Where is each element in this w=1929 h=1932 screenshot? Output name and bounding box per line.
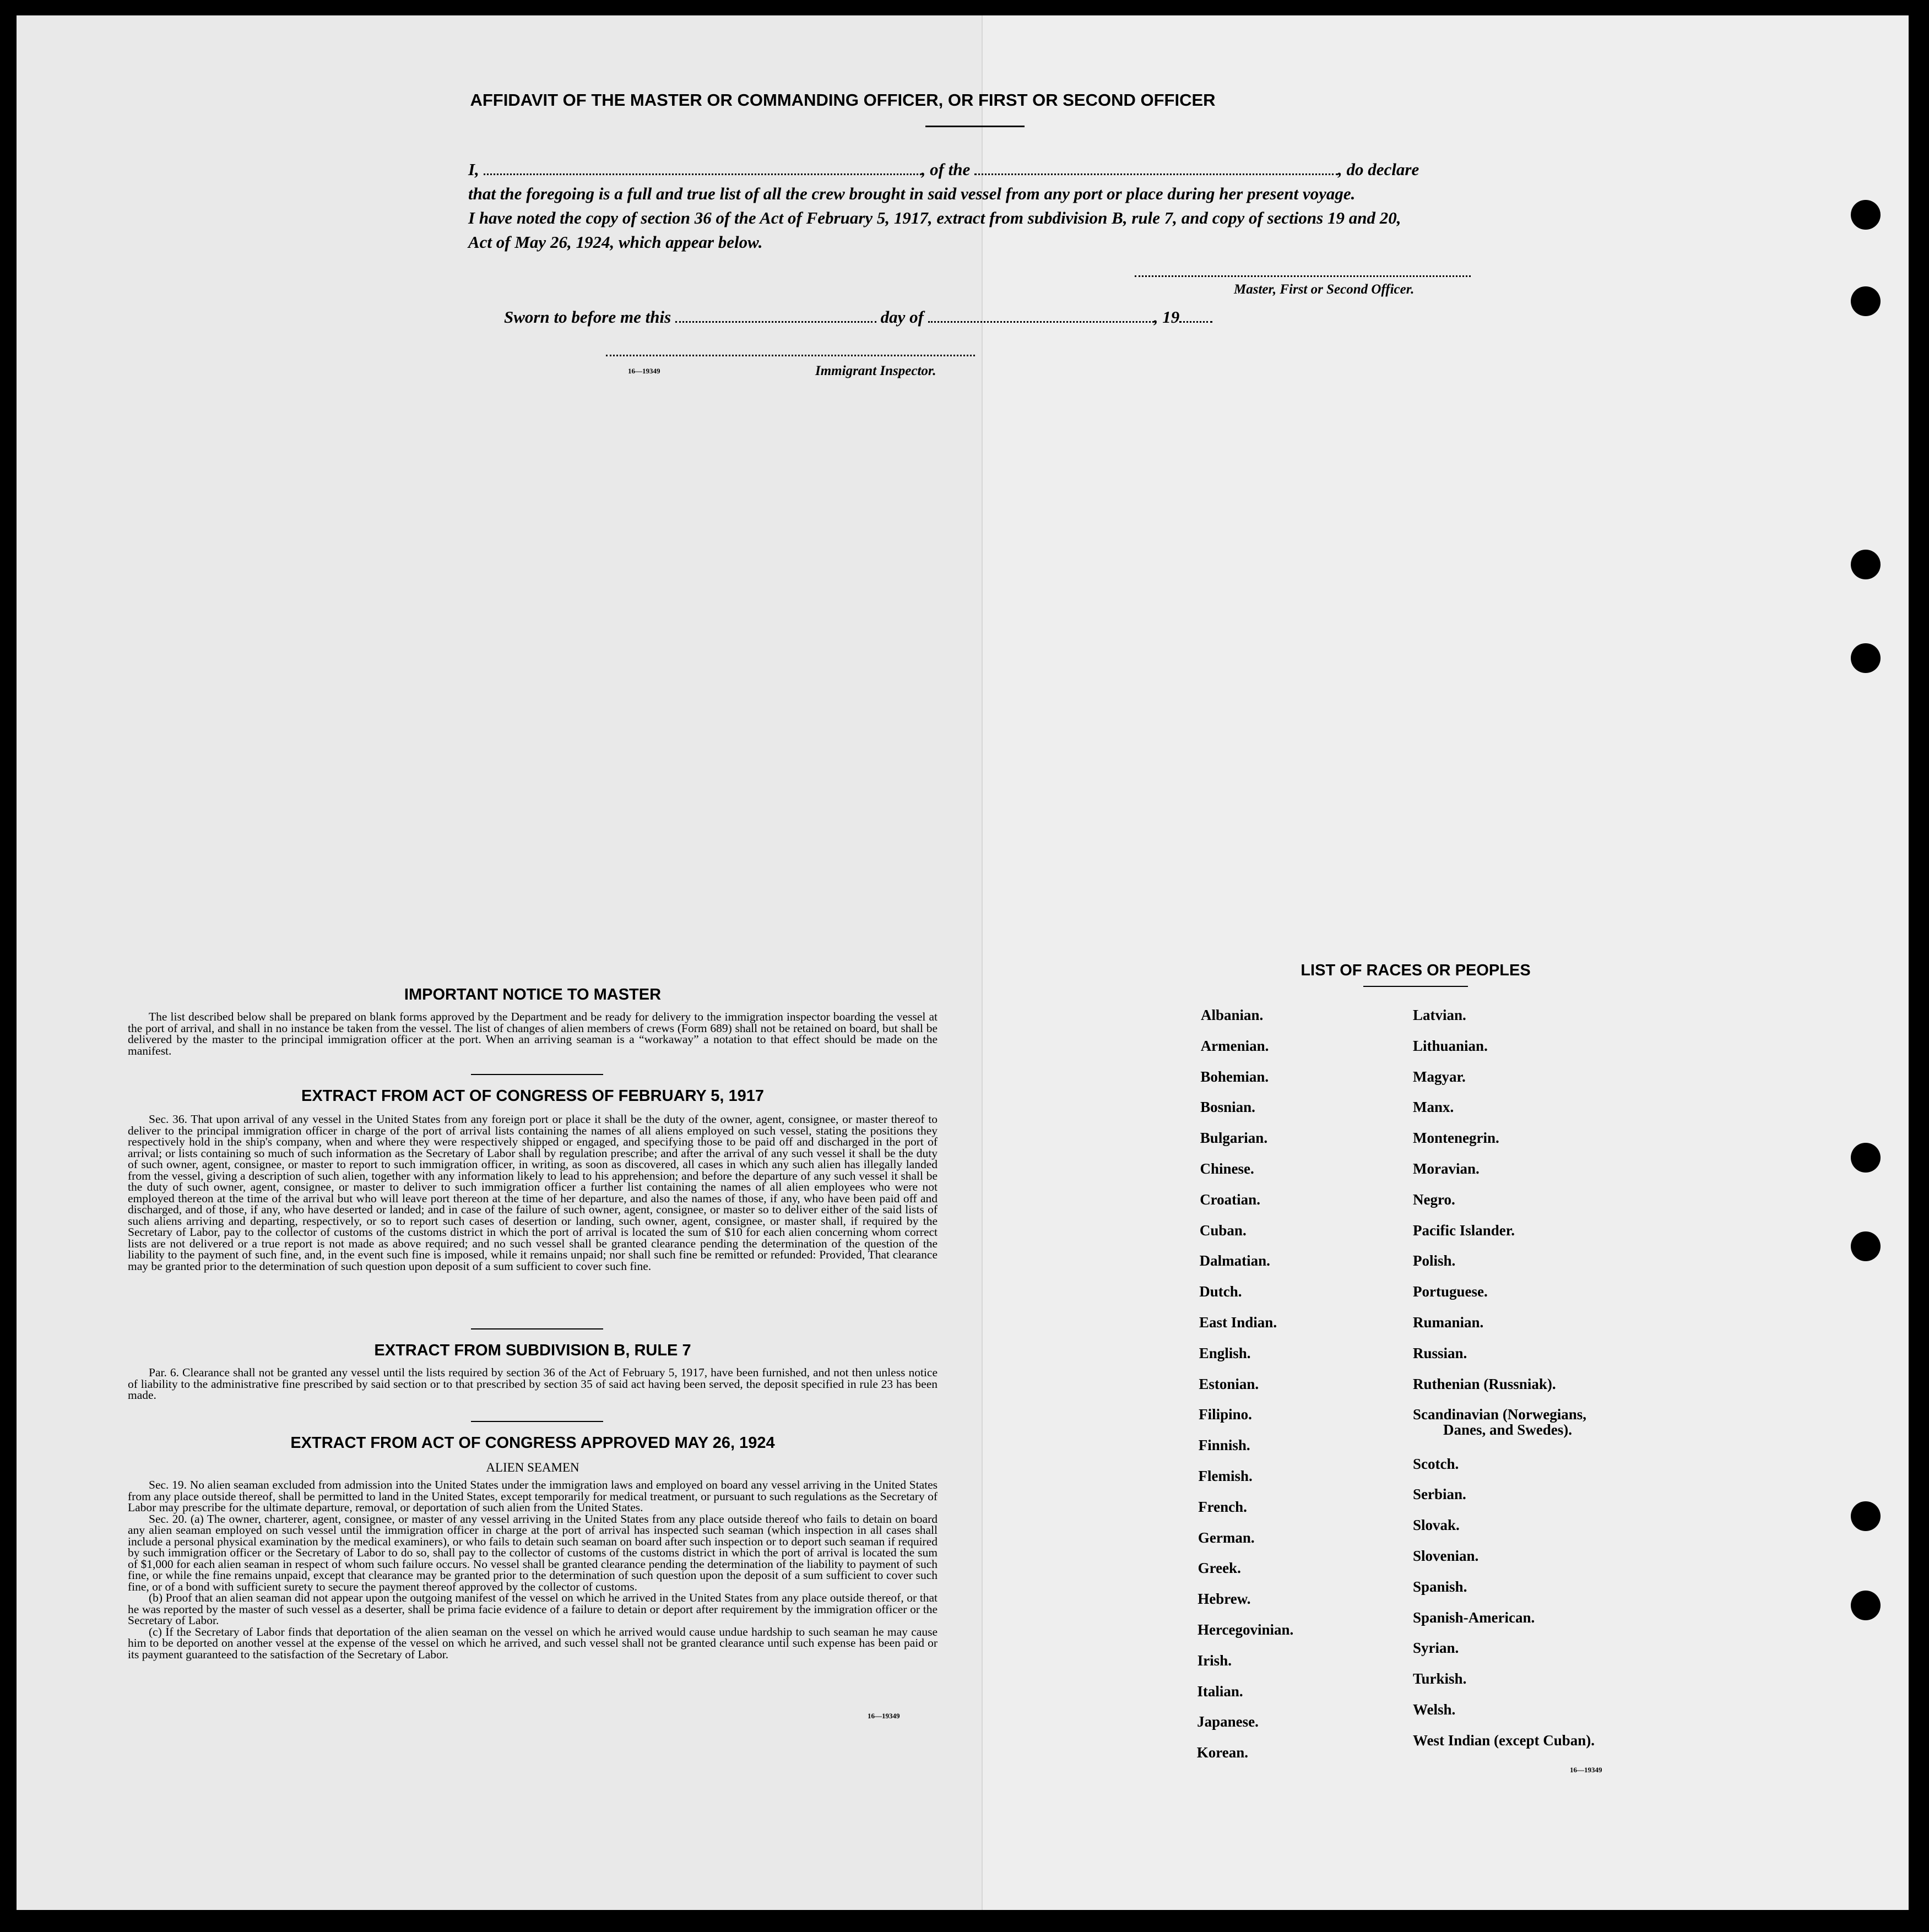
race-item: Moravian. (1413, 1160, 1480, 1177)
sec-19: Sec. 19. No alien seaman excluded from admission into the United States under the immigration laws and employed on board any vessel arriving in the United States from any place outside thereof, shall be permitted to land in the United States, except temporarily for medical treatment, or pursuant to such regulations as the Secretary of Labor may prescribe for the ultimate departure, removal, or deportation of such alien from the United States. (128, 1478, 938, 1514)
inspector-signature-field[interactable] (606, 355, 975, 356)
sworn-day-field[interactable] (675, 309, 876, 323)
race-item: Ruthenian (Russniak). (1413, 1375, 1556, 1392)
race-item: Croatian. (1200, 1191, 1260, 1208)
race-item: Irish. (1197, 1652, 1232, 1669)
race-item: Spanish. (1413, 1578, 1467, 1595)
binder-hole (1851, 1591, 1881, 1620)
race-item: Korean. (1196, 1744, 1249, 1761)
race-item: English. (1199, 1344, 1251, 1361)
affidavit-line-2: that the foregoing is a full and true list of all the crew brought in said vessel from any port or place during her present voyage. (468, 184, 1356, 203)
day-of-label: day of (880, 307, 924, 327)
race-item: Lithuanian. (1413, 1037, 1488, 1054)
year-prefix: , 19 (1153, 307, 1180, 327)
binder-hole (1851, 1501, 1881, 1531)
extract-1924-title: EXTRACT FROM ACT OF CONGRESS APPROVED MAY 26, 1924 (290, 1434, 775, 1452)
extract-rule7-text: Par. 6. Clearance shall not be granted any vessel until the lists required by section 36 of the Act of February 5, 1917, have been furnished, and not then unless notice of liability to the administrative fine prescribed by said section or to that prescribed by section 35 of said act having been served, the deposit specified in rule 23 has been made. (128, 1366, 938, 1402)
race-item: Serbian. (1413, 1486, 1466, 1503)
form-number-right: 16—19349 (1570, 1766, 1602, 1774)
binder-hole (1851, 1143, 1881, 1173)
race-item: Italian. (1197, 1683, 1243, 1700)
binder-hole (1851, 1231, 1881, 1261)
binder-hole (1851, 643, 1881, 673)
race-item: Armenian. (1200, 1037, 1269, 1054)
race-item: Cuban. (1199, 1222, 1247, 1239)
race-item: Albanian. (1201, 1007, 1264, 1023)
race-item: Pacific Islander. (1413, 1222, 1515, 1239)
affidavit-line-3: I have noted the copy of section 36 of the Act of February 5, 1917, extract from subdivision B, rule 7, and copy of sections 19 and 20, (468, 208, 1401, 227)
affidavit-line-4: Act of May 26, 1924, which appear below. (468, 232, 763, 252)
race-item: Danes, and Swedes). (1443, 1421, 1573, 1439)
race-item: Montenegrin. (1413, 1130, 1499, 1147)
section-rule (471, 1074, 603, 1075)
affidavit-i-label: I, (468, 160, 479, 179)
race-item: Manx. (1413, 1099, 1454, 1116)
alien-seamen-subtitle: ALIEN SEAMEN (486, 1461, 579, 1474)
race-item: East Indian. (1199, 1314, 1277, 1331)
sec-20a: Sec. 20. (a) The owner, charterer, agent, consignee, or master of any vessel arriving in the United States from any place outside thereof who fails to detain on board any alien seaman employed on such vessel until the immigration officer in charge at the port of arrival has inspected such seaman (which inspection in all cases shall include a personal physical examination by the medical examiners), or who fails to detain such seaman on board after such inspection or to deport such seaman if required by such immigration officer or the Secretary of Labor to do so, shall pay to the collector of customs of the customs district in which the port of arrival is located the sum of $1,000 for each alien seaman in respect of whom such failure occurs. No vessel shall be granted clearance pending the determination of the liability to payment of such fine, or while the fine remains unpaid, except that clearance may be granted prior to the determination of such question upon the deposit of a sum sufficient to cover such fine, or of a bond with sufficient surety to secure the payment thereof approved by the collector of customs. (128, 1512, 938, 1593)
extract-1917-text: Sec. 36. That upon arrival of any vessel in the United States from any foreign port or place it shall be the duty of the owner, agent, consignee, or master thereof to deliver to the principal immigration officer in charge of the port of arrival lists containing the names of all aliens employed on such vessel, stating the positions they respectively hold in the ship's company, when and where they were respectively shipped or engaged, and specifying those to be paid off and discharged in the port of arrival; or lists containing so much of such information as the Secretary of Labor shall by regulation prescribe; and after the arrival of any such vessel it shall be the duty of such owner, agent, consignee, or master to report to such immigration officer, in writing, as soon as discovered, all cases in which any such alien has illegally landed from the vessel, giving a description of such alien, together with any information likely to lead to his apprehension; and before the departure of any such vessel it shall be the duty of such owner, agent, consignee, or master to deliver to such immigration officer a further list containing the names of all alien employees who were not employed thereon at the time of the arrival but who will leave port thereon at the time of her departure, and also the names of those, if any, who have been paid off and discharged, and of those, if any, who have deserted or landed; and in case of the failure of such owner, agent, consignee, or master so to deliver either of the said lists of such aliens arriving and departing, respectively, or so to report such cases of desertion or landing, such owner, agent, consignee, or master shall, if required by the Secretary of Labor, pay to the collector of customs of the customs district in which the port of arrival is located the sum of $10 for each alien concerning whom correct lists are not delivered or a true report is not made as above required; and no such vessel shall be granted clearance pending the determination of the question of the liability to the payment of such fine, and, in the event such fine is imposed, while it remains unpaid; nor shall such fine be remitted or refunded: Provided, That clearance may be granted prior to the determination of such question upon deposit of a sum sufficient to cover such fine. (128, 1112, 938, 1273)
race-item: Scandinavian (Norwegians, (1413, 1406, 1587, 1423)
race-item: West Indian (except Cuban). (1413, 1732, 1595, 1749)
race-item: Rumanian. (1413, 1314, 1484, 1331)
race-item: Japanese. (1197, 1713, 1259, 1730)
race-item: Greek. (1198, 1560, 1241, 1577)
race-item: Slovenian. (1413, 1548, 1479, 1565)
inspector-caption: Immigrant Inspector. (815, 363, 936, 378)
race-item: Turkish. (1413, 1670, 1467, 1687)
race-item: Filipino. (1199, 1406, 1252, 1423)
affidavit-of-the-label: , of the (921, 160, 971, 179)
master-caption: Master, First or Second Officer. (1234, 282, 1415, 297)
race-item: Dalmatian. (1199, 1252, 1270, 1269)
binder-hole (1851, 200, 1881, 230)
extract-1924-text (128, 1479, 938, 1660)
race-item: French. (1198, 1498, 1247, 1515)
form-number-top: 16—19349 (628, 367, 660, 375)
section-rule (471, 1421, 603, 1422)
sworn-label: Sworn to before me this (504, 307, 671, 327)
sworn-line (504, 307, 1212, 327)
race-item: Chinese. (1200, 1160, 1254, 1177)
race-item: Polish. (1413, 1252, 1456, 1269)
race-item: Flemish. (1198, 1468, 1253, 1484)
race-item: German. (1198, 1529, 1255, 1546)
section-rule (471, 1328, 603, 1329)
binder-hole (1851, 550, 1881, 579)
race-item: Bohemian. (1200, 1068, 1269, 1085)
page-fold (982, 15, 983, 1910)
race-item: Dutch. (1199, 1283, 1242, 1300)
race-item: Hercegovinian. (1198, 1621, 1294, 1638)
races-title-rule (1363, 986, 1468, 987)
races-title: LIST OF RACES OR PEOPLES (1301, 962, 1531, 979)
form-sheet (17, 15, 1909, 1910)
sworn-year-field[interactable] (1179, 309, 1212, 323)
vessel-name-field[interactable] (974, 161, 1338, 175)
race-item: Hebrew. (1198, 1591, 1251, 1608)
race-item: Spanish-American. (1413, 1609, 1535, 1626)
sec-20b: (b) Proof that an alien seaman did not appear upon the outgoing manifest of the vessel on which he arrived in the United States from any place outside thereof, or that he was reported by the master of such vessel as a deserter, shall be prima facie evidence of a failure to detain or deport after requirement by the immigration officer or the Secretary of Labor. (128, 1591, 938, 1627)
notice-text: The list described below shall be prepared on blank forms approved by the Department and be ready for delivery to the immigration inspector boarding the vessel at the port of arrival, and shall in no instance be taken from the vessel. The list of changes of alien members of crews (Form 689) shall not be retained on board, but shall be delivered by the master to the principal immigration officer at the port. When an arriving seaman is a “workaway” a notation to that effect should be made on the manifest. (128, 1010, 938, 1057)
race-item: Negro. (1413, 1191, 1455, 1208)
affidavit-declare-label: , do declare (1338, 160, 1419, 179)
sec-20c: (c) If the Secretary of Labor finds that deportation of the alien seaman on the vessel on which he arrived would cause undue hardship to such seaman he may cause him to be deported on another vessel at the expense of the vessel on which he arrived, and such vessel shall not be granted clearance until such expense has been paid or its payment guaranteed to the satisfaction of the Secretary of Labor. (128, 1625, 938, 1661)
race-item: Syrian. (1413, 1640, 1459, 1657)
race-item: Scotch. (1413, 1455, 1459, 1472)
race-item: Latvian. (1413, 1007, 1466, 1023)
race-item: Welsh. (1413, 1701, 1456, 1718)
sworn-month-field[interactable] (928, 309, 1154, 323)
extract-1917-title: EXTRACT FROM ACT OF CONGRESS OF FEBRUARY 5, 1917 (301, 1087, 765, 1105)
extract-rule7-title: EXTRACT FROM SUBDIVISION B, RULE 7 (374, 1342, 691, 1359)
affidavit-title: AFFIDAVIT OF THE MASTER OR COMMANDING OFFICER, OR FIRST OR SECOND OFFICER (470, 90, 1216, 110)
master-signature-field[interactable] (1135, 275, 1471, 277)
affidavit-line-1 (468, 160, 1515, 180)
race-item: Portuguese. (1413, 1283, 1488, 1300)
affidavit-title-rule (925, 126, 1025, 127)
race-item: Finnish. (1198, 1437, 1250, 1454)
binder-hole (1851, 286, 1881, 316)
form-number-left: 16—19349 (868, 1712, 900, 1720)
notice-title: IMPORTANT NOTICE TO MASTER (404, 986, 662, 1003)
race-item: Bulgarian. (1200, 1130, 1268, 1147)
race-item: Estonian. (1199, 1375, 1259, 1392)
race-item: Slovak. (1413, 1517, 1460, 1534)
race-item: Bosnian. (1200, 1099, 1255, 1116)
race-item: Russian. (1413, 1344, 1467, 1361)
declarant-name-field[interactable] (484, 161, 922, 175)
race-item: Magyar. (1413, 1068, 1466, 1085)
